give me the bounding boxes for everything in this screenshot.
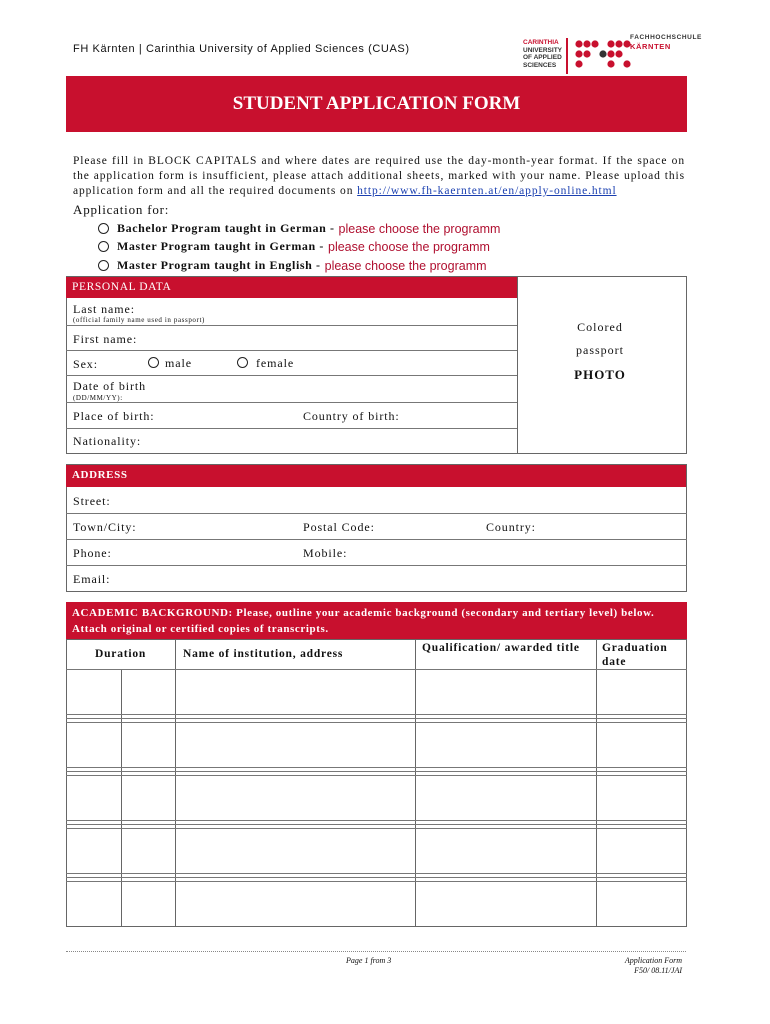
program-option-master-german[interactable] [98, 239, 490, 254]
program-dropdown[interactable]: please choose the programm [324, 258, 487, 273]
table-row [66, 820, 687, 821]
email-label: Email: [73, 572, 111, 586]
sex-row-divider [66, 375, 517, 376]
table-row [66, 767, 687, 768]
last-name-label: Last name: [73, 302, 135, 316]
country-label: Country: [486, 520, 536, 534]
col-institution: Name of institution, address [183, 648, 344, 660]
first-name-label: First name: [73, 332, 138, 346]
logo-divider [566, 38, 568, 74]
phone-row-divider [66, 565, 687, 566]
page-number: Page 1 from 3 [346, 956, 392, 965]
sex-female-label: female [256, 356, 295, 370]
table-row [66, 881, 687, 882]
fh-logo-dots-icon [575, 40, 635, 70]
radio-icon[interactable] [98, 223, 109, 234]
first-name-field[interactable] [66, 350, 517, 351]
logo-line-2: UNIVERSITY [523, 46, 563, 54]
street-field[interactable] [66, 513, 687, 514]
street-label: Street: [73, 494, 111, 508]
form-name: Application Form [624, 956, 682, 965]
program-label: Bachelor Program taught in German - [117, 221, 335, 235]
nationality-label: Nationality: [73, 434, 142, 448]
col-line-1 [175, 639, 176, 927]
program-dropdown[interactable]: please choose the programm [328, 239, 490, 254]
table-row [66, 714, 687, 715]
header-row-divider [66, 669, 687, 670]
sex-label: Sex: [73, 357, 98, 371]
logo-line-4: SCIENCES [523, 61, 557, 69]
table-row [66, 718, 687, 719]
instructions [73, 154, 685, 199]
town-row-divider [66, 539, 687, 540]
fh-logo-text [630, 33, 702, 51]
program-option-bachelor-german[interactable] [98, 221, 500, 236]
logo-school-line-1: FACHHOCHSCHULE [630, 34, 702, 41]
dob-field[interactable] [66, 402, 517, 403]
form-title: STUDENT APPLICATION FORM [66, 76, 687, 132]
col-qualification: Qualification/ awarded title [422, 642, 580, 654]
apply-online-link[interactable]: http://www.fh-kaernten.at/en/apply-online.html [357, 185, 617, 197]
header-institution: FH Kärnten | Carinthia University of Applied Sciences (CUAS) [73, 43, 410, 55]
postal-code-label: Postal Code: [303, 520, 375, 534]
table-row [66, 873, 687, 874]
program-label: Master Program taught in German - [117, 239, 324, 253]
table-row [66, 775, 687, 776]
col-line-duration-split [121, 669, 122, 927]
academic-table [66, 639, 687, 927]
place-of-birth-label: Place of birth: [73, 409, 155, 423]
footer-divider [66, 951, 686, 952]
photo-placeholder-line-3: PHOTO [574, 367, 626, 382]
form-code: F50/ 08.11/JAI [634, 966, 682, 975]
town-label: Town/City: [73, 520, 137, 534]
address-heading: ADDRESS [66, 465, 686, 487]
sex-female-radio[interactable] [237, 357, 248, 368]
logo-line-3: OF APPLIED [523, 54, 562, 62]
instructions-text: Please fill in BLOCK CAPITALS and where dates are required use the day-month-year format. If the space on the application form is insufficient, please attach additional sheets, marked with your name. Please upload this application form and all the required documents on [73, 155, 685, 197]
col-graduation: Graduation date [602, 642, 668, 668]
program-label: Master Program taught in English - [117, 258, 321, 272]
radio-icon[interactable] [98, 241, 109, 252]
program-option-master-english[interactable] [98, 258, 487, 273]
table-row [66, 828, 687, 829]
cuas-logo-text [523, 39, 563, 69]
logo-school-line-2: KÄRNTEN [630, 42, 671, 51]
dob-hint: (DD/MM/YY): [73, 394, 123, 402]
col-duration: Duration [95, 648, 147, 660]
col-line-2 [415, 639, 416, 927]
radio-icon[interactable] [98, 260, 109, 271]
country-of-birth-label: Country of birth: [303, 409, 400, 423]
logo-line-1: CARINTHIA [523, 39, 559, 46]
photo-placeholder-line-2: passport [576, 343, 624, 357]
birth-row-divider [66, 428, 517, 429]
last-name-hint: (official family name used in passport) [73, 316, 205, 324]
sex-male-radio[interactable] [148, 357, 159, 368]
phone-label: Phone: [73, 546, 112, 560]
photo-placeholder-line-1: Colored [577, 320, 623, 334]
table-row [66, 771, 687, 772]
col-line-3 [596, 639, 597, 927]
academic-heading: ACADEMIC BACKGROUND: Please, outline your academic background (secondary and tertiary level) below. Attach original or certified copies of transcripts. [66, 602, 687, 639]
table-row [66, 877, 687, 878]
dob-label: Date of birth [73, 379, 147, 393]
sex-male-label: male [165, 356, 192, 370]
application-for-label: Application for: [73, 202, 170, 217]
personal-data-heading: PERSONAL DATA [66, 277, 517, 298]
table-row [66, 722, 687, 723]
mobile-label: Mobile: [303, 546, 348, 560]
photo-divider [517, 276, 518, 454]
program-dropdown[interactable]: please choose the programm [338, 221, 501, 236]
last-name-field[interactable] [66, 325, 517, 326]
table-row [66, 824, 687, 825]
